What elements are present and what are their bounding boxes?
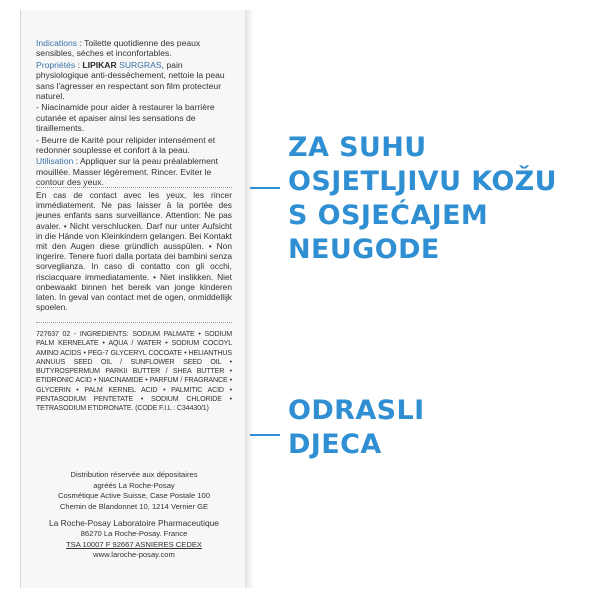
ingredients-text: 727637 02 - INGREDIENTS: SODIUM PALMATE • SODIUM PALM KERNELATE • AQUA / WATER • SODIUM COCOYL AMINO ACIDS • PEG-7 GLYCERYL COCOATE • HELIANTHUS ANNUUS SEED OIL / SUNFLOWER SEED OIL • BUTYROSPERMUM PARKII BUTTER / SHEA BUTTER • ETIDRONIC ACID • NIACINAMIDE • PARFUM / FRAGRANCE • GLYCERIN • PALM KERNEL ACID • PALMITIC ACID • PENTASODIUM PENTETATE • SODIUM CHLORIDE • TETRASODIUM ETIDRONATE. (CODE F.I.L : C34430/1) <box>36 330 232 413</box>
indications-label: Indications <box>36 38 78 48</box>
distribution-line-2: agréés La Roche-Posay <box>93 480 175 490</box>
brand-subname: SURGRAS <box>116 59 162 70</box>
brand-name: LIPIKAR <box>82 59 117 70</box>
properties-label: Propriétés <box>36 59 76 70</box>
headline-line-2: OSJETLJIVU KOŽU <box>288 166 557 197</box>
headline-skin-type <box>288 131 557 267</box>
karite-text: - Beurre de Karité pour relipider intensément et redonner souplesse et confort à la peau. <box>36 134 216 156</box>
headline-audience <box>288 394 425 462</box>
connector-line-bottom <box>250 434 280 436</box>
lab-line-1: La Roche-Posay Laboratoire Pharmaceutique <box>49 518 219 529</box>
audience-line-2: DJECA <box>288 429 382 460</box>
lab-line-3: TSA 10007 F 92667 ASNIERES CEDEX <box>66 539 202 549</box>
lab-line-2: 86270 La Roche-Posay. France <box>80 528 188 538</box>
usage-label: Utilisation <box>36 156 74 167</box>
connector-line-top <box>250 187 280 189</box>
headline-line-1: ZA SUHU <box>288 132 427 163</box>
indications-text: : Toilette quotidienne des peaux sensibles, sèches et inconfortables. <box>36 38 201 59</box>
divider-middle <box>36 322 232 323</box>
distribution-line-4: Chemin de Blandonnet 10, 1214 Vernier GE <box>59 501 209 511</box>
website-text: www.laroche-posay.com <box>93 550 175 560</box>
distribution-block <box>36 470 232 561</box>
properties-sep: : <box>75 59 83 70</box>
divider-top <box>36 187 232 188</box>
audience-line-1: ODRASLI <box>288 395 425 426</box>
warnings-text: En cas de contact avec les yeux, les rincer immédiatement. Ne pas laisser à la portée des jeunes enfants sans surveillance. Attention: Ne pas avaler. • Nicht verschlucken. Darf nur unter Aufsicht in die Hände von Kleinkindern gelangen. Bei Kontakt mit den Augen diese gründlich ausspülen. • Non ingerire. Tenere fuori dalla portata dei bambini senza sorveglianza. In caso di contatto con gli occhi, risciacquare immediatamente. • Niet inslikken. Niet onbewaakt binnen het bereik van jonge kinderen laten. In geval van contact met de ogen, onmiddellijk spoelen. <box>36 190 232 313</box>
headline-line-3: S OSJEĆAJEM <box>288 200 489 231</box>
usage-text: : Appliquer sur la peau préalablement mouillée. Masser légèrement. Rincer. Eviter le contour des yeux. <box>36 156 219 188</box>
distribution-line-3: Cosmétique Active Suisse, Case Postale 100 <box>58 491 210 501</box>
label-description-block <box>36 38 232 189</box>
headline-line-4: NEUGODE <box>288 234 440 265</box>
panel-edge-shadow <box>246 10 254 588</box>
niacinamide-text: - Niacinamide pour aider à restaurer la barrière cutanée et apaiser ainsi les sensations de tiraillements. <box>36 102 215 134</box>
distribution-line-1: Distribution réservée aux dépositaires <box>70 470 198 479</box>
properties-text: , pain physiologique anti-dessèchement, nettoie la peau sans l'agresser en respectant son film protecteur naturel. <box>36 59 225 102</box>
